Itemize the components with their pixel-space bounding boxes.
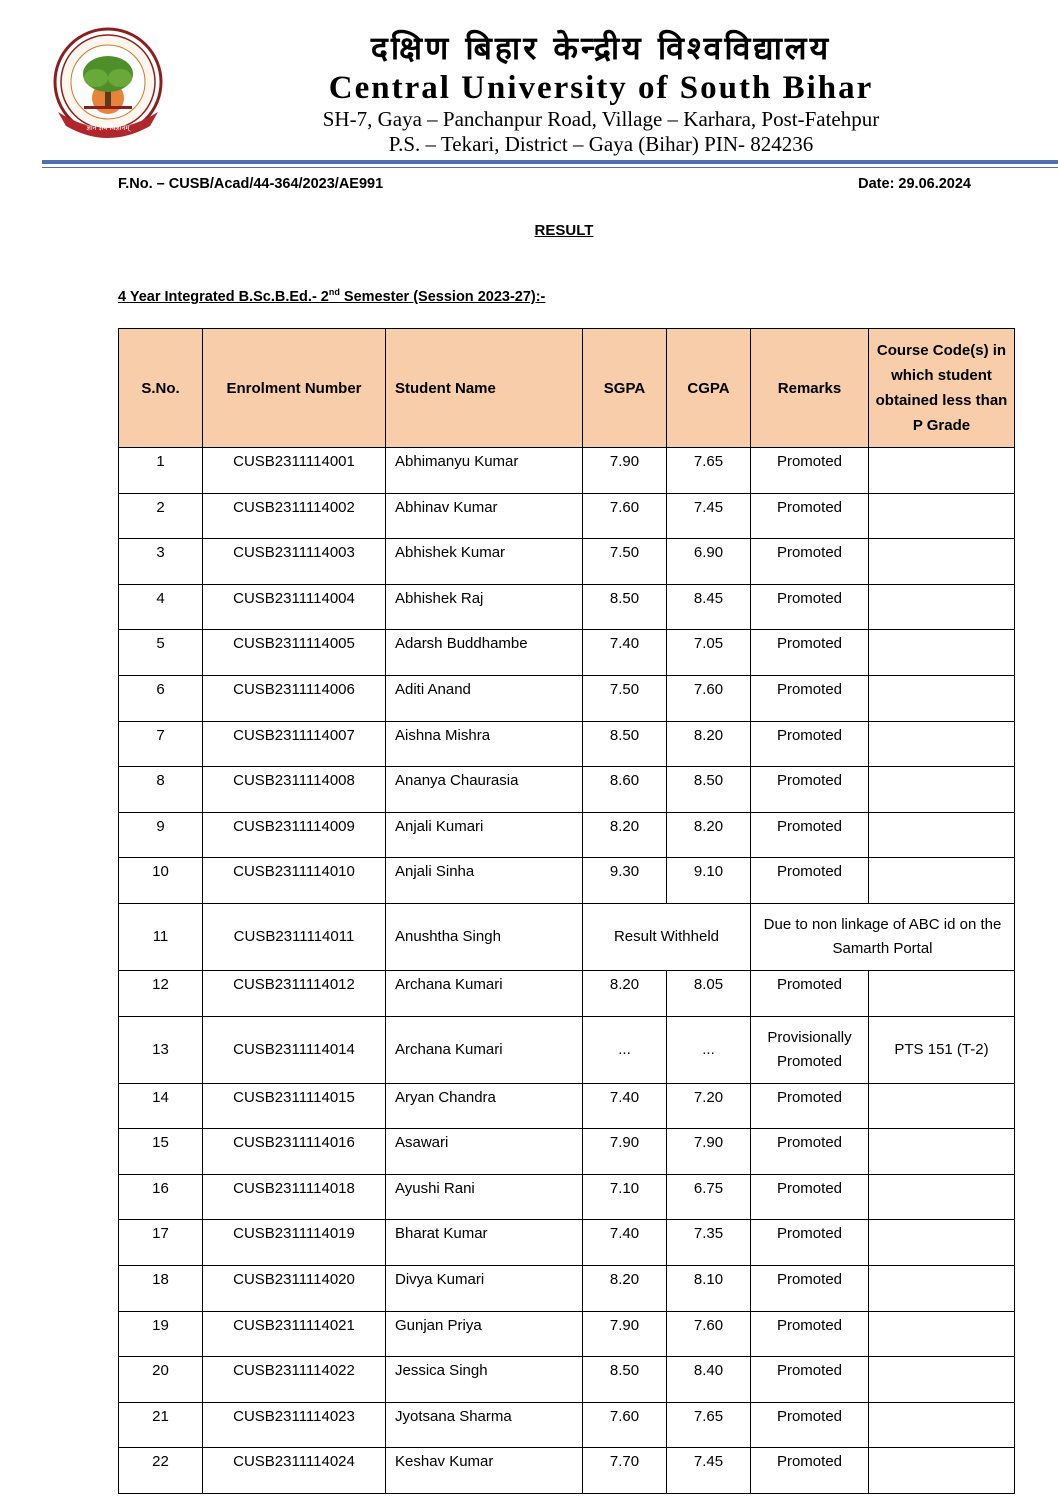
cell-student-name: Anjali Sinha [386, 858, 583, 904]
cell-cgpa: 7.90 [667, 1129, 751, 1175]
cell-student-name: Archana Kumari [386, 1016, 583, 1083]
cell-course-codes [869, 812, 1015, 858]
table-row [119, 539, 1015, 585]
address-line-2: P.S. – Tekari, District – Gaya (Bihar) PIN- 824236 [388, 132, 814, 156]
cell-course-codes [869, 584, 1015, 630]
cell-course-codes [869, 1174, 1015, 1220]
cell-student-name: Abhishek Raj [386, 584, 583, 630]
cell-student-name: Jessica Singh [386, 1357, 583, 1403]
cell-remarks: Promoted [751, 1220, 869, 1266]
table-row [119, 812, 1015, 858]
cell-sno: 11 [119, 903, 203, 970]
cell-remarks: Promoted [751, 1265, 869, 1311]
cell-course-codes: PTS 151 (T-2) [869, 1016, 1015, 1083]
cell-cgpa: 9.10 [667, 858, 751, 904]
cell-course-codes [869, 448, 1015, 494]
cell-sno: 22 [119, 1448, 203, 1494]
cell-sno: 16 [119, 1174, 203, 1220]
cell-sno: 19 [119, 1311, 203, 1357]
cell-course-codes [869, 858, 1015, 904]
cell-cgpa: 7.60 [667, 1311, 751, 1357]
cell-student-name: Keshav Kumar [386, 1448, 583, 1494]
cell-cgpa: 7.20 [667, 1083, 751, 1129]
table-row [119, 584, 1015, 630]
cell-enrolment: CUSB2311114012 [203, 970, 386, 1016]
column-header: Student Name [386, 329, 583, 448]
cell-remarks: Promoted [751, 448, 869, 494]
cell-course-codes [869, 1220, 1015, 1266]
cell-remarks: Provisionally Promoted [751, 1016, 869, 1083]
cell-cgpa: 6.75 [667, 1174, 751, 1220]
table-row [119, 767, 1015, 813]
cell-course-codes [869, 1402, 1015, 1448]
table-row [119, 903, 1015, 970]
cell-sno: 12 [119, 970, 203, 1016]
cell-course-codes [869, 1129, 1015, 1175]
table-row [119, 1265, 1015, 1311]
cell-remarks: Promoted [751, 970, 869, 1016]
cell-cgpa: 8.05 [667, 970, 751, 1016]
table-row [119, 630, 1015, 676]
cell-sgpa: 9.30 [583, 858, 667, 904]
cell-enrolment: CUSB2311114019 [203, 1220, 386, 1266]
cell-sno: 17 [119, 1220, 203, 1266]
cell-student-name: Anjali Kumari [386, 812, 583, 858]
cell-course-codes [869, 1265, 1015, 1311]
table-row [119, 721, 1015, 767]
cell-sno: 8 [119, 767, 203, 813]
university-logo [50, 26, 166, 142]
cell-enrolment: CUSB2311114001 [203, 448, 386, 494]
cell-sgpa: 7.90 [583, 1311, 667, 1357]
cell-result-withheld: Result Withheld [583, 903, 751, 970]
cell-sgpa: 7.40 [583, 630, 667, 676]
cell-enrolment: CUSB2311114002 [203, 493, 386, 539]
cell-enrolment: CUSB2311114024 [203, 1448, 386, 1494]
cell-sno: 4 [119, 584, 203, 630]
table-row [119, 1402, 1015, 1448]
cell-enrolment: CUSB2311114003 [203, 539, 386, 585]
cell-cgpa: ... [667, 1016, 751, 1083]
cell-sno: 9 [119, 812, 203, 858]
cell-enrolment: CUSB2311114009 [203, 812, 386, 858]
table-row [119, 493, 1015, 539]
cell-sgpa: 7.60 [583, 1402, 667, 1448]
cell-cgpa: 7.35 [667, 1220, 751, 1266]
cell-remarks: Promoted [751, 539, 869, 585]
cell-student-name: Bharat Kumar [386, 1220, 583, 1266]
cell-remarks: Promoted [751, 1083, 869, 1129]
cell-sgpa: 7.90 [583, 448, 667, 494]
cell-remarks: Promoted [751, 675, 869, 721]
table-row [119, 970, 1015, 1016]
table-row [119, 1016, 1015, 1083]
cell-remarks: Promoted [751, 767, 869, 813]
cell-remarks: Promoted [751, 493, 869, 539]
cell-sno: 14 [119, 1083, 203, 1129]
table-row [119, 1083, 1015, 1129]
cell-sno: 18 [119, 1265, 203, 1311]
cell-sgpa: 7.70 [583, 1448, 667, 1494]
table-row [119, 858, 1015, 904]
cell-cgpa: 7.65 [667, 448, 751, 494]
cell-student-name: Abhinav Kumar [386, 493, 583, 539]
cell-enrolment: CUSB2311114006 [203, 675, 386, 721]
cell-enrolment: CUSB2311114010 [203, 858, 386, 904]
programme-subtitle: 4 Year Integrated B.Sc.B.Ed.- 2nd Semester (Session 2023-27):- [118, 287, 546, 305]
cell-sno: 6 [119, 675, 203, 721]
cell-course-codes [869, 539, 1015, 585]
cell-course-codes [869, 630, 1015, 676]
cell-remarks: Promoted [751, 721, 869, 767]
cell-sno: 21 [119, 1402, 203, 1448]
cell-enrolment: CUSB2311114004 [203, 584, 386, 630]
cell-remarks: Promoted [751, 1402, 869, 1448]
cell-student-name: Archana Kumari [386, 970, 583, 1016]
cell-sgpa: 7.10 [583, 1174, 667, 1220]
cell-student-name: Aryan Chandra [386, 1083, 583, 1129]
cell-remarks: Promoted [751, 1311, 869, 1357]
cell-cgpa: 7.65 [667, 1402, 751, 1448]
cell-sno: 1 [119, 448, 203, 494]
table-row [119, 1129, 1015, 1175]
cell-student-name: Abhishek Kumar [386, 539, 583, 585]
cell-cgpa: 8.40 [667, 1357, 751, 1403]
cell-remarks: Promoted [751, 1129, 869, 1175]
cell-sno: 15 [119, 1129, 203, 1175]
cell-enrolment: CUSB2311114007 [203, 721, 386, 767]
cell-course-codes [869, 767, 1015, 813]
header-divider [42, 160, 1058, 164]
cell-student-name: Abhimanyu Kumar [386, 448, 583, 494]
cell-enrolment: CUSB2311114023 [203, 1402, 386, 1448]
cell-course-codes [869, 675, 1015, 721]
cell-remarks: Promoted [751, 1357, 869, 1403]
table-header-row [119, 329, 1015, 448]
cell-sgpa: 7.50 [583, 675, 667, 721]
column-header: SGPA [583, 329, 667, 448]
cell-student-name: Aditi Anand [386, 675, 583, 721]
cell-enrolment: CUSB2311114011 [203, 903, 386, 970]
cell-student-name: Jyotsana Sharma [386, 1402, 583, 1448]
cell-sgpa: 7.40 [583, 1220, 667, 1266]
cell-cgpa: 8.20 [667, 721, 751, 767]
logo-motto: ज्ञान ज्ञेय विज्ञानम् [86, 124, 130, 132]
cell-sno: 20 [119, 1357, 203, 1403]
column-header: S.No. [119, 329, 203, 448]
cell-remarks: Promoted [751, 1174, 869, 1220]
cell-enrolment: CUSB2311114016 [203, 1129, 386, 1175]
cell-student-name: Ananya Chaurasia [386, 767, 583, 813]
cell-course-codes [869, 1357, 1015, 1403]
university-name-english: Central University of South Bihar [328, 70, 874, 106]
cell-sgpa: 8.20 [583, 970, 667, 1016]
cell-enrolment: CUSB2311114014 [203, 1016, 386, 1083]
cell-student-name: Anushtha Singh [386, 903, 583, 970]
cell-enrolment: CUSB2311114015 [203, 1083, 386, 1129]
table-row [119, 1311, 1015, 1357]
cell-sgpa: ... [583, 1016, 667, 1083]
cell-course-codes [869, 721, 1015, 767]
cell-course-codes [869, 493, 1015, 539]
cell-student-name: Aishna Mishra [386, 721, 583, 767]
cell-sno: 2 [119, 493, 203, 539]
file-number: F.No. – CUSB/Acad/44-364/2023/AE991 [118, 176, 384, 192]
cell-enrolment: CUSB2311114008 [203, 767, 386, 813]
university-name-hindi: दक्षिण बिहार केन्द्रीय विश्वविद्यालय [370, 29, 832, 67]
cell-enrolment: CUSB2311114005 [203, 630, 386, 676]
cell-sgpa: 8.50 [583, 721, 667, 767]
column-header: Course Code(s) in which student obtained less than P Grade [869, 329, 1015, 448]
cell-remarks: Promoted [751, 858, 869, 904]
table-row [119, 1174, 1015, 1220]
cell-enrolment: CUSB2311114018 [203, 1174, 386, 1220]
cell-cgpa: 8.10 [667, 1265, 751, 1311]
cell-sgpa: 8.20 [583, 1265, 667, 1311]
cell-cgpa: 7.45 [667, 493, 751, 539]
cell-remarks: Promoted [751, 630, 869, 676]
cell-sno: 10 [119, 858, 203, 904]
cell-enrolment: CUSB2311114021 [203, 1311, 386, 1357]
cell-sno: 7 [119, 721, 203, 767]
column-header: Remarks [751, 329, 869, 448]
cell-cgpa: 7.05 [667, 630, 751, 676]
cell-sgpa: 8.20 [583, 812, 667, 858]
cell-withheld-reason: Due to non linkage of ABC id on the Samarth Portal [751, 903, 1015, 970]
cell-course-codes [869, 970, 1015, 1016]
column-header: CGPA [667, 329, 751, 448]
university-seal-icon [50, 26, 166, 142]
table-row [119, 1220, 1015, 1266]
cell-sgpa: 7.50 [583, 539, 667, 585]
cell-student-name: Ayushi Rani [386, 1174, 583, 1220]
cell-course-codes [869, 1083, 1015, 1129]
cell-enrolment: CUSB2311114022 [203, 1357, 386, 1403]
cell-cgpa: 8.50 [667, 767, 751, 813]
page-title: RESULT [534, 222, 594, 239]
cell-sgpa: 7.40 [583, 1083, 667, 1129]
header-divider-thin [42, 167, 1058, 168]
cell-student-name: Gunjan Priya [386, 1311, 583, 1357]
cell-sgpa: 8.60 [583, 767, 667, 813]
cell-enrolment: CUSB2311114020 [203, 1265, 386, 1311]
cell-student-name: Adarsh Buddhambe [386, 630, 583, 676]
document-date: Date: 29.06.2024 [858, 176, 971, 192]
cell-cgpa: 7.45 [667, 1448, 751, 1494]
cell-sgpa: 7.90 [583, 1129, 667, 1175]
cell-cgpa: 7.60 [667, 675, 751, 721]
table-row [119, 675, 1015, 721]
result-table [118, 328, 1015, 1494]
cell-remarks: Promoted [751, 584, 869, 630]
cell-sgpa: 7.60 [583, 493, 667, 539]
table-row [119, 448, 1015, 494]
table-row [119, 1448, 1015, 1494]
table-row [119, 1357, 1015, 1403]
cell-sno: 3 [119, 539, 203, 585]
cell-remarks: Promoted [751, 812, 869, 858]
cell-student-name: Divya Kumari [386, 1265, 583, 1311]
cell-cgpa: 8.45 [667, 584, 751, 630]
cell-remarks: Promoted [751, 1448, 869, 1494]
cell-sno: 5 [119, 630, 203, 676]
cell-cgpa: 8.20 [667, 812, 751, 858]
cell-course-codes [869, 1448, 1015, 1494]
cell-sno: 13 [119, 1016, 203, 1083]
cell-sgpa: 8.50 [583, 584, 667, 630]
cell-student-name: Asawari [386, 1129, 583, 1175]
column-header: Enrolment Number [203, 329, 386, 448]
address-line-1: SH-7, Gaya – Panchanpur Road, Village – Karhara, Post-Fatehpur [322, 107, 880, 131]
cell-cgpa: 6.90 [667, 539, 751, 585]
cell-sgpa: 8.50 [583, 1357, 667, 1403]
cell-course-codes [869, 1311, 1015, 1357]
